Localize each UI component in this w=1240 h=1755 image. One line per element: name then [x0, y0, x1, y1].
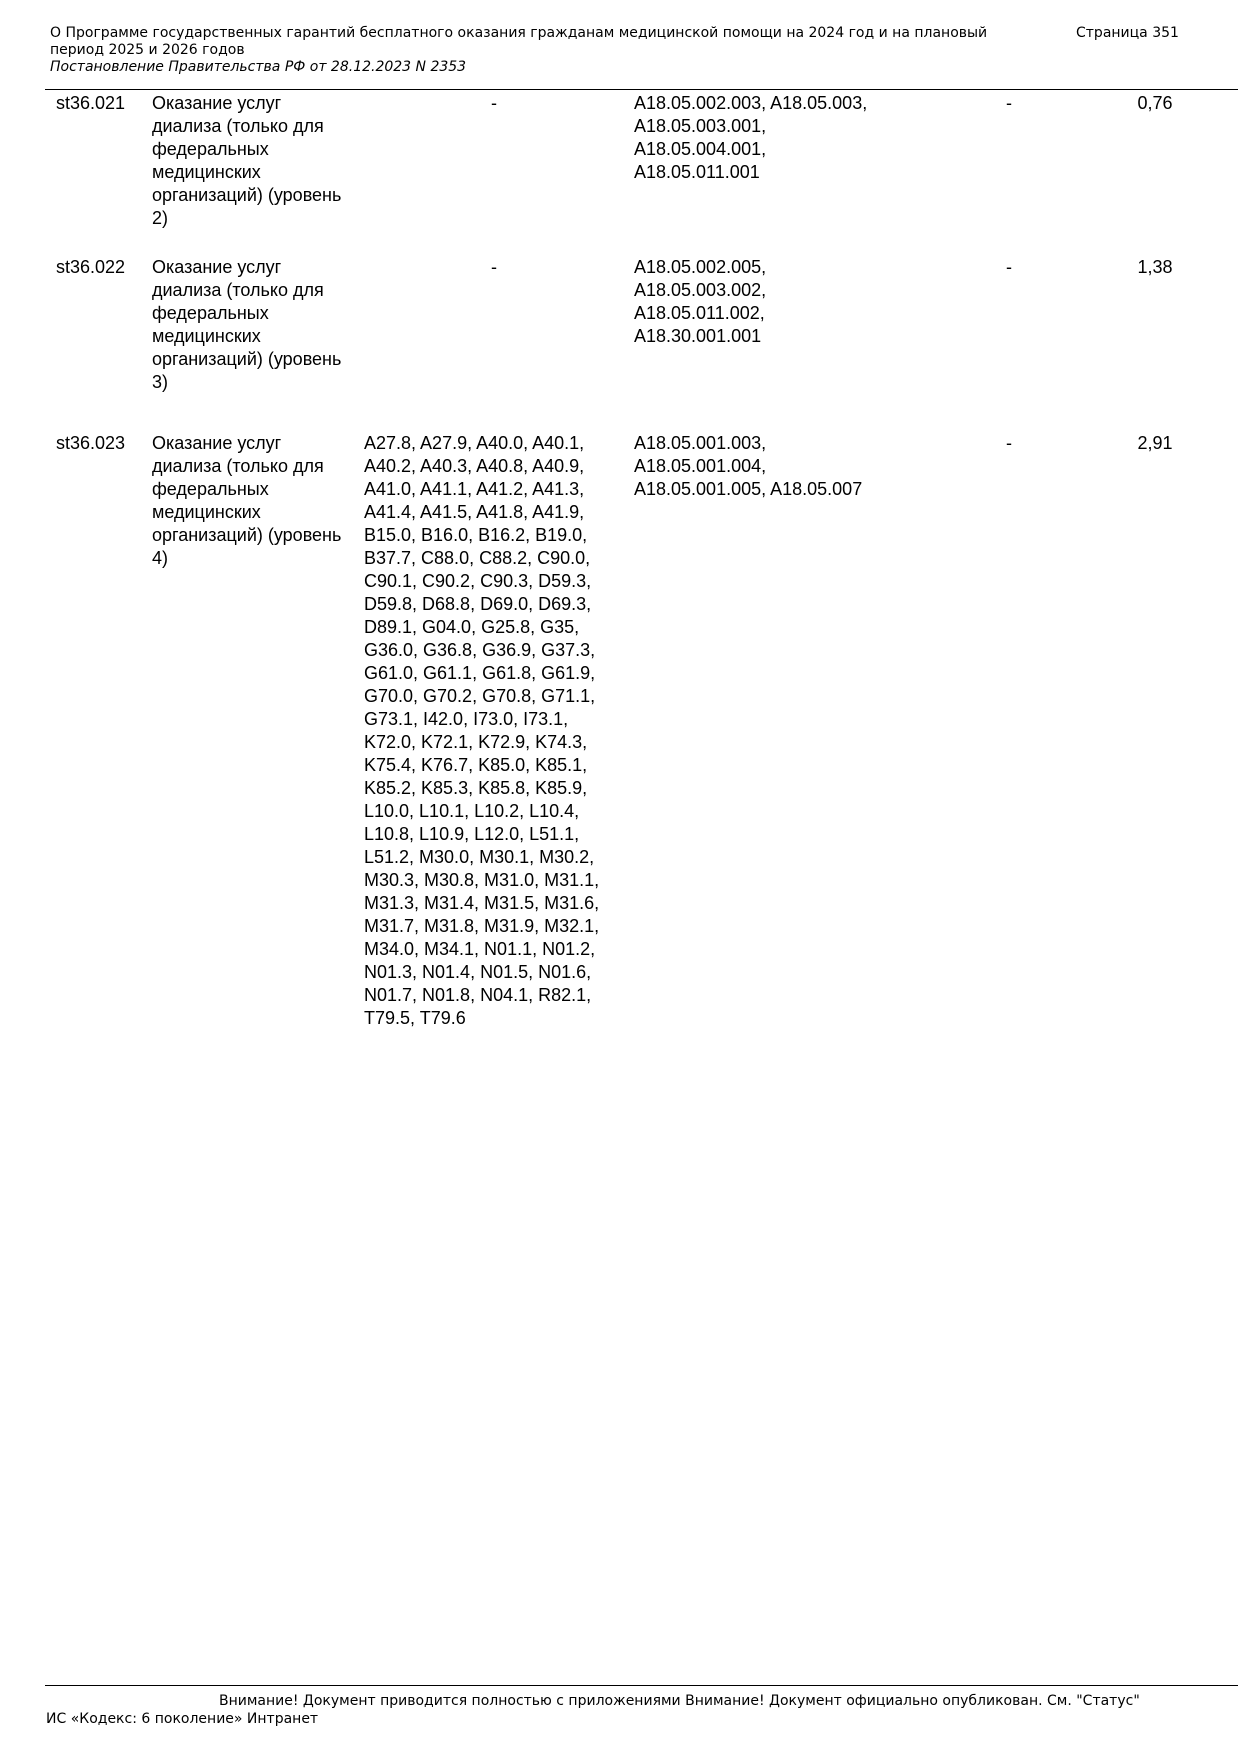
document-subtitle: Постановление Правительства РФ от 28.12.2023 N 2353: [50, 59, 467, 75]
footer-notice: Внимание! Документ приводится полностью с приложениями Внимание! Документ официально опубликован. См. "Статус": [219, 1693, 1140, 1709]
row-name: Оказание услуг диализа (только для федеральных медицинских организаций) (уровень 2): [152, 93, 342, 228]
row-services: A18.05.002.005, A18.05.003.002, A18.05.011.002, A18.30.001.001: [634, 257, 767, 346]
row-services: A18.05.002.003, A18.05.003, A18.05.003.001, A18.05.004.001, A18.05.011.001: [634, 93, 868, 182]
row-other: -: [1006, 433, 1012, 453]
row-other: -: [1006, 257, 1012, 277]
document-header: [50, 25, 1180, 76]
row-coefficient: 0,76: [1137, 93, 1173, 113]
footer-divider: [45, 1685, 1238, 1686]
row-coefficient: 2,91: [1137, 433, 1173, 453]
row-code: st36.022: [56, 257, 126, 277]
document-title: О Программе государственных гарантий бесплатного оказания гражданам медицинской помощи на 2024 год и на плановый период 2025 и 2026 годов: [50, 25, 988, 58]
row-code: st36.023: [56, 433, 126, 453]
row-coefficient: 1,38: [1137, 257, 1173, 277]
row-name: Оказание услуг диализа (только для федеральных медицинских организаций) (уровень 3): [152, 257, 342, 392]
header-divider: [45, 89, 1238, 90]
row-diagnoses: -: [491, 257, 497, 277]
row-diagnoses: A27.8, A27.9, A40.0, A40.1, A40.2, A40.3, A40.8, A40.9, A41.0, A41.1, A41.2, A41.3, A41.4, A41.5, A41.8, A41.9, B15.0, B16.0, B16.2, B19.0, B37.7, C88.0, C88.2, C90.0, C90.1, C90.2, C90.3, D59.3, D59.8, D68.8, D69.0, D69.3, D89.1, G04.0, G25.8, G35, G36.0, G36.8, G36.9, G37.3, G61.0, G61.1, G61.8, G61.9, G70.0, G70.2, G70.8, G71.1, G73.1, I42.0, I73.0, I73.1, K72.0, K72.1, K72.9, K74.3, K75.4, K76.7, K85.0, K85.1, K85.2, K85.3, K85.8, K85.9, L10.0, L10.1, L10.2, L10.4, L10.8, L10.9, L12.0, L51.1, L51.2, M30.0, M30.1, M30.2, M30.3, M30.8, M31.0, M31.1, M31.3, M31.4, M31.5, M31.6, M31.7, M31.8, M31.9, M32.1, M34.0, M34.1, N01.1, N01.2, N01.3, N01.4, N01.5, N01.6, N01.7, N01.8, N04.1, R82.1, T79.5, T79.6: [364, 433, 600, 1028]
row-other: -: [1006, 93, 1012, 113]
row-diagnoses: -: [491, 93, 497, 113]
footer-source: ИС «Кодекс: 6 поколение» Интранет: [46, 1711, 319, 1727]
row-services: A18.05.001.003, A18.05.001.004, A18.05.001.005, A18.05.007: [634, 433, 863, 499]
row-name: Оказание услуг диализа (только для федеральных медицинских организаций) (уровень 4): [152, 433, 342, 568]
page-number: Страница 351: [1076, 25, 1179, 41]
row-code: st36.021: [56, 93, 126, 113]
